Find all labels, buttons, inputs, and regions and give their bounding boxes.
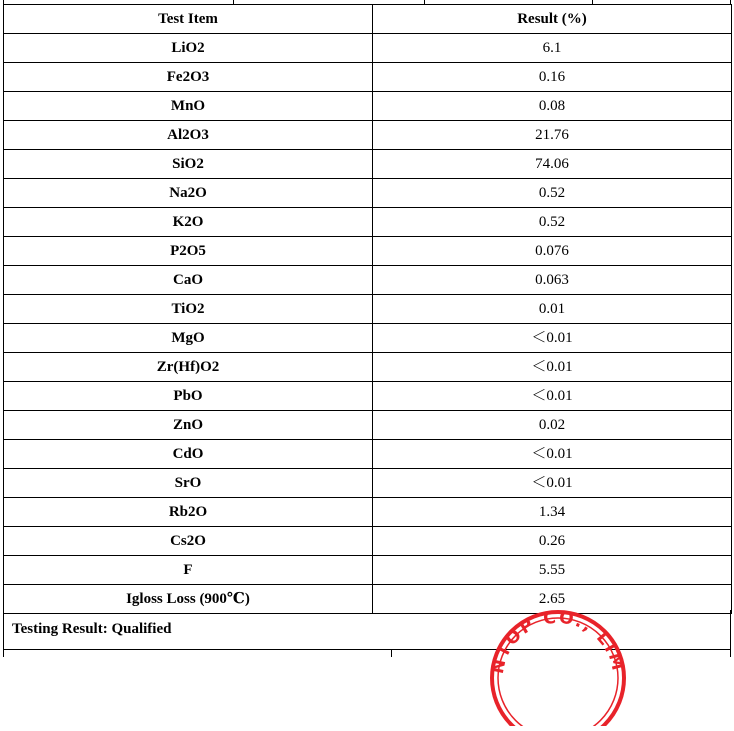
result-value-cell: 6.1 xyxy=(373,34,732,63)
result-value-cell: 0.52 xyxy=(373,179,732,208)
result-value-cell: 0.26 xyxy=(373,527,732,556)
table-row xyxy=(4,498,732,527)
table-row xyxy=(4,527,732,556)
result-value-cell: 0.16 xyxy=(373,63,732,92)
table-row xyxy=(4,411,732,440)
result-value-cell: 0.076 xyxy=(373,237,732,266)
table-row xyxy=(4,556,732,585)
test-item-cell: Igloss Loss (900℃) xyxy=(4,585,373,614)
table-row xyxy=(4,295,732,324)
test-item-cell: SrO xyxy=(4,469,373,498)
test-item-cell: Na2O xyxy=(4,179,373,208)
test-item-cell: LiO2 xyxy=(4,34,373,63)
test-item-cell: Rb2O xyxy=(4,498,373,527)
table-row xyxy=(4,353,732,382)
table-row xyxy=(4,208,732,237)
result-value-cell: 0.02 xyxy=(373,411,732,440)
header-test-item: Test Item xyxy=(4,5,373,34)
result-value-cell: 74.06 xyxy=(373,150,732,179)
header-result: Result (%) xyxy=(373,5,732,34)
result-value-cell: 0.08 xyxy=(373,92,732,121)
test-item-cell: SiO2 xyxy=(4,150,373,179)
result-value-cell: 0.52 xyxy=(373,208,732,237)
test-item-cell: Cs2O xyxy=(4,527,373,556)
table-row xyxy=(4,63,732,92)
table-row xyxy=(4,324,732,353)
test-item-cell: PbO xyxy=(4,382,373,411)
result-value-cell: 0.01 xyxy=(373,295,732,324)
column-divider xyxy=(391,650,392,657)
test-item-cell: Fe2O3 xyxy=(4,63,373,92)
test-item-cell: P2O5 xyxy=(4,237,373,266)
table-row xyxy=(4,469,732,498)
result-value-cell: ＜0.01 xyxy=(373,469,732,498)
result-value-cell: 1.34 xyxy=(373,498,732,527)
result-value-cell: 2.65 xyxy=(373,585,732,614)
test-item-cell: ZnO xyxy=(4,411,373,440)
table-row xyxy=(4,92,732,121)
testing-result-row xyxy=(3,610,731,650)
next-table-edge xyxy=(3,650,731,657)
result-value-cell: ＜0.01 xyxy=(373,353,732,382)
test-item-cell: Zr(Hf)O2 xyxy=(4,353,373,382)
table-header-row xyxy=(4,5,732,34)
testing-result-label: Testing Result: Qualified xyxy=(12,621,172,637)
result-value-cell: 21.76 xyxy=(373,121,732,150)
result-value-cell: ＜0.01 xyxy=(373,440,732,469)
table-row xyxy=(4,382,732,411)
table-row xyxy=(4,150,732,179)
table-row xyxy=(4,179,732,208)
test-item-cell: TiO2 xyxy=(4,295,373,324)
result-value-cell: ＜0.01 xyxy=(373,324,732,353)
test-item-cell: CaO xyxy=(4,266,373,295)
table-row xyxy=(4,266,732,295)
test-item-cell: CdO xyxy=(4,440,373,469)
test-item-cell: F xyxy=(4,556,373,585)
table-row xyxy=(4,121,732,150)
table-row xyxy=(4,440,732,469)
test-item-cell: K2O xyxy=(4,208,373,237)
result-value-cell: ＜0.01 xyxy=(373,382,732,411)
test-item-cell: MgO xyxy=(4,324,373,353)
svg-text:NTOP CO., LIM: NTOP CO., LIM xyxy=(487,607,629,676)
results-table-body xyxy=(4,34,732,614)
test-item-cell: MnO xyxy=(4,92,373,121)
result-value-cell: 0.063 xyxy=(373,266,732,295)
table-row xyxy=(4,237,732,266)
test-item-cell: Al2O3 xyxy=(4,121,373,150)
table-row xyxy=(4,34,732,63)
result-value-cell: 5.55 xyxy=(373,556,732,585)
results-table xyxy=(3,4,732,614)
report-sheet xyxy=(3,0,731,676)
